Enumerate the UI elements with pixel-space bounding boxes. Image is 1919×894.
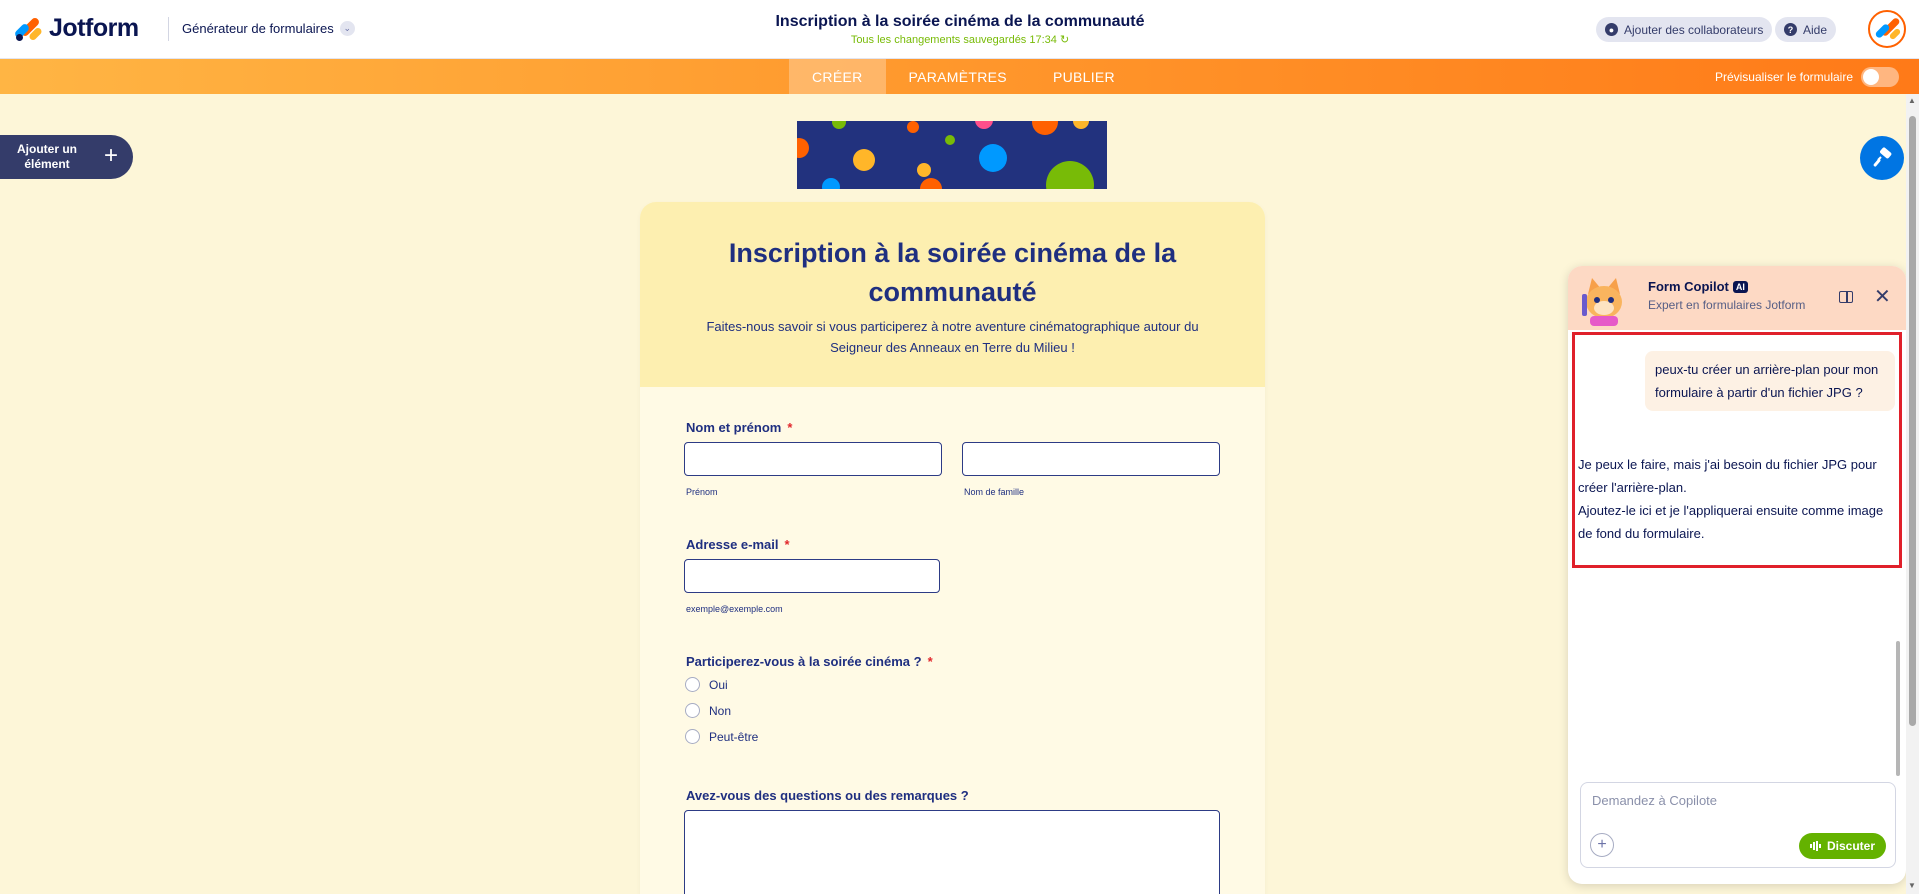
copilot-header <box>1568 266 1906 330</box>
radio-label: Oui <box>709 677 728 692</box>
radio-circle[interactable] <box>685 729 700 744</box>
copilot-subtitle: Expert en formulaires Jotform <box>1648 298 1806 312</box>
header-form-title[interactable]: Inscription à la soirée cinéma de la communauté <box>775 13 1145 30</box>
questions-label[interactable]: Avez-vous des questions ou des remarques ? <box>686 788 969 803</box>
last-name-field[interactable] <box>962 442 1220 476</box>
close-icon[interactable]: ✕ <box>1874 286 1891 308</box>
radio-label: Non <box>709 703 732 718</box>
ai-badge: AI <box>1733 281 1748 293</box>
assistant-message-line: Ajoutez-le ici et je l'appliquerai ensuite comme image de fond du formulaire. <box>1578 503 1884 541</box>
assistant-message-line: Je peux le faire, mais j'ai besoin du fichier JPG pour créer l'arrière-plan. <box>1578 457 1877 495</box>
avatar[interactable] <box>1868 10 1906 48</box>
dock-panel-icon[interactable] <box>1839 291 1853 303</box>
email-label[interactable] <box>686 537 790 552</box>
add-element-button[interactable] <box>0 135 133 179</box>
radio-option-oui[interactable] <box>685 677 728 692</box>
copilot-input-box[interactable] <box>1580 782 1896 868</box>
copilot-input[interactable]: Demandez à Copilote <box>1592 793 1718 808</box>
form-title-header <box>660 13 1260 46</box>
scroll-down-icon[interactable]: ▼ <box>1908 881 1916 890</box>
help-button[interactable] <box>1775 17 1836 42</box>
brand-name: Jotform <box>49 14 139 42</box>
jotform-logo[interactable] <box>15 14 139 43</box>
first-name-field[interactable] <box>684 442 942 476</box>
first-name-sublabel: Prénom <box>686 487 718 497</box>
preview-form-label: Prévisualiser le formulaire <box>1714 70 1853 84</box>
copilot-mascot-icon <box>1576 272 1632 328</box>
attend-question-text: Participerez-vous à la soirée cinéma ? <box>686 654 922 669</box>
page-scrollbar[interactable] <box>1906 94 1919 894</box>
chat-scrollbar[interactable] <box>1896 641 1900 776</box>
add-attachment-button[interactable]: + <box>1590 833 1614 857</box>
chat-messages <box>1572 332 1902 568</box>
tab-create[interactable]: CRÉER <box>789 59 886 94</box>
attend-question-label[interactable] <box>686 654 933 669</box>
scrollbar-thumb[interactable] <box>1909 116 1916 726</box>
form-designer-button[interactable] <box>1860 136 1904 180</box>
header-divider <box>168 17 169 41</box>
scroll-up-icon[interactable]: ▲ <box>1908 96 1916 105</box>
copilot-title <box>1648 279 1748 294</box>
full-name-label-text: Nom et prénom <box>686 420 782 435</box>
builder-tabs <box>789 59 1138 94</box>
radio-option-non[interactable] <box>685 703 731 718</box>
question-icon: ? <box>1784 23 1797 36</box>
jotform-logo-icon <box>15 16 41 42</box>
builder-dropdown[interactable] <box>182 21 355 36</box>
required-mark: * <box>787 420 793 435</box>
form-title: Inscription à la soirée cinéma de la communauté <box>728 238 1177 307</box>
form-copilot-panel <box>1568 266 1906 884</box>
last-name-sublabel: Nom de famille <box>964 487 1025 497</box>
required-mark: * <box>927 654 933 669</box>
radio-option-peut-etre[interactable] <box>685 729 758 744</box>
radio-label: Peut-être <box>709 729 759 744</box>
add-element-label: Ajouter un élément <box>17 142 77 171</box>
form-description: Faites-nous savoir si vous participerez à notre aventure cinématographique autour du Seigneur des Anneaux en Terre du Milieu ! <box>706 319 1199 355</box>
preview-form-control <box>1715 67 1899 87</box>
tab-settings[interactable]: PARAMÈTRES <box>908 68 1007 85</box>
required-mark: * <box>784 537 790 552</box>
email-label-text: Adresse e-mail <box>686 537 779 552</box>
form-header[interactable] <box>640 202 1265 387</box>
add-collaborators-button[interactable] <box>1596 17 1772 42</box>
top-bar <box>0 0 1919 59</box>
form-card <box>640 202 1265 894</box>
email-field[interactable] <box>684 559 940 593</box>
tab-publish[interactable]: PUBLIER <box>1052 68 1115 85</box>
full-name-label[interactable] <box>686 420 792 435</box>
discuss-label: Discuter <box>1826 839 1875 853</box>
form-banner-image[interactable] <box>797 121 1107 189</box>
chevron-down-icon: ⌄ <box>340 21 355 36</box>
user-message: peux-tu créer un arrière-plan pour mon formulaire à partir d'un fichier JPG ? <box>1645 351 1895 411</box>
help-label: Aide <box>1803 22 1828 37</box>
save-status: Tous les changements sauvegardés 17:34 ↻ <box>850 34 1070 46</box>
preview-toggle[interactable] <box>1861 67 1899 87</box>
copilot-title-text: Form Copilot <box>1648 279 1729 294</box>
email-sublabel: exemple@exemple.com <box>686 604 783 614</box>
voice-icon <box>1810 841 1821 851</box>
add-collaborators-label: Ajouter des collaborateurs <box>1624 22 1764 37</box>
builder-dropdown-label: Générateur de formulaires <box>182 21 334 36</box>
plus-icon: + <box>104 142 119 169</box>
assistant-message <box>1578 453 1898 545</box>
discuss-button[interactable] <box>1799 833 1886 859</box>
builder-nav-bar <box>0 59 1919 94</box>
radio-circle[interactable] <box>685 703 700 718</box>
paint-roller-icon <box>1871 147 1893 169</box>
radio-circle[interactable] <box>685 677 700 692</box>
user-icon: ● <box>1605 23 1618 36</box>
questions-textarea[interactable] <box>684 810 1220 894</box>
